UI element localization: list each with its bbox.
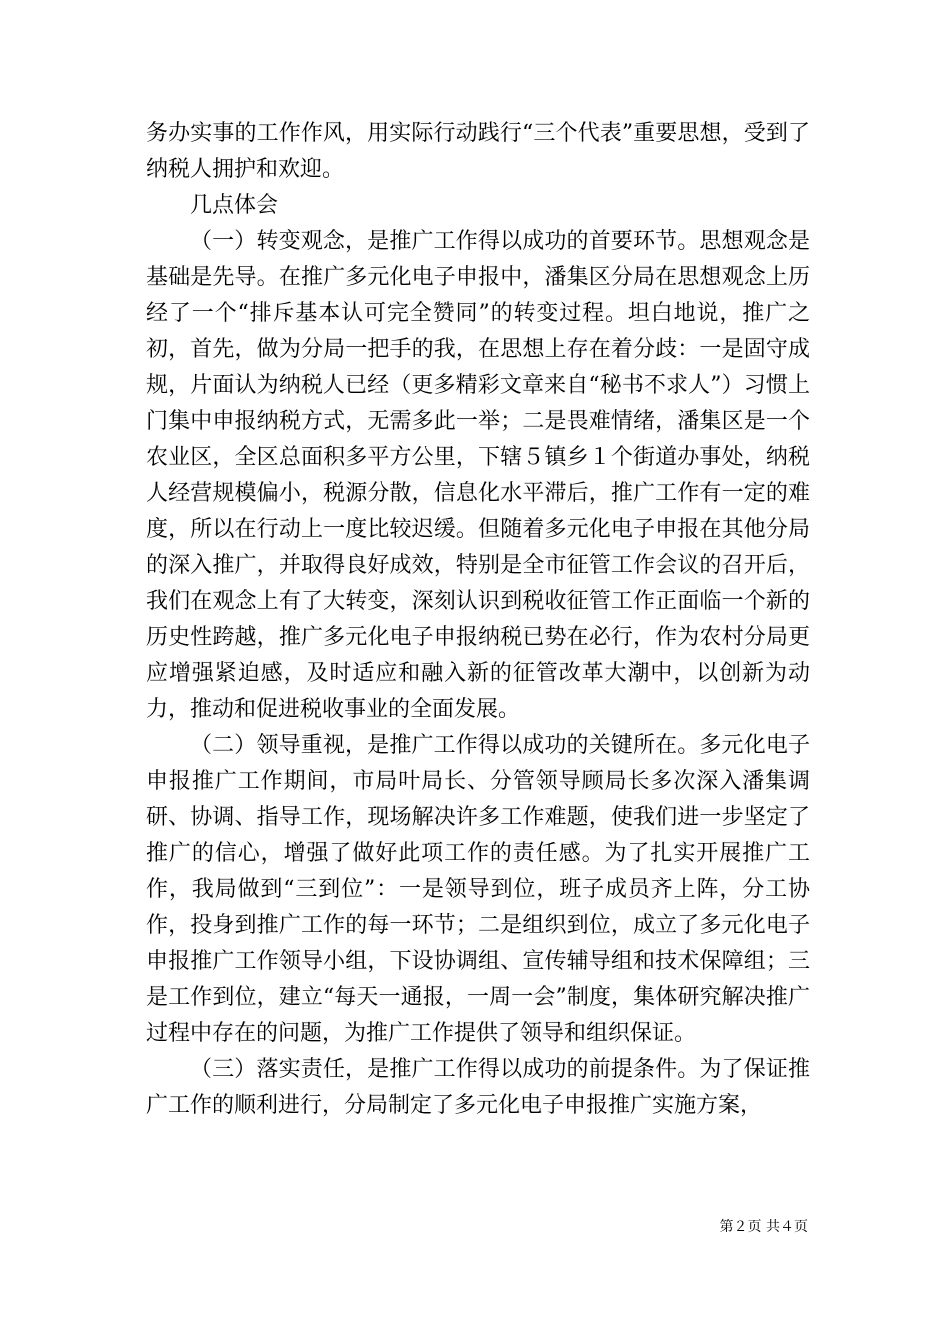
document-body [146,116,810,1124]
paragraph-point-3: （三）落实责任，是推广工作得以成功的前提条件。为了保证推广工作的顺利进行，分局制定了多元化电子申报推广实施方案， [146,1057,810,1118]
page-number-footer: 第２页 共４页 [719,1219,808,1235]
paragraph-point-2: （二）领导重视，是推广工作得以成功的关键所在。多元化电子申报推广工作期间，市局叶局长、分管领导顾局长多次深入潘集调研、协调、指导工作，现场解决许多工作难题，使我们进一步坚定了推广的信心，增强了做好此项工作的责任感。为了扎实开展推广工作，我局做到“三到位”：一是领导到位，班子成员齐上阵，分工协作，投身到推广工作的每一环节；二是组织到位，成立了多元化电子申报推广工作领导小组，下设协调组、宣传辅导组和技术保障组；三是工作到位，建立“每天一通报，一周一会”制度，集体研究解决推广过程中存在的问题，为推广工作提供了领导和组织保证。 [146,733,810,1046]
paragraph-continuation: 务办实事的工作作风，用实际行动践行“三个代表”重要思想，受到了纳税人拥护和欢迎。 [146,121,810,182]
paragraph-point-1: （一）转变观念，是推广工作得以成功的首要环节。思想观念是基础是先导。在推广多元化电子申报中，潘集区分局在思想观念上历经了一个“排斥基本认可完全赞同”的转变过程。坦白地说，推广之初，首先，做为分局一把手的我，在思想上存在着分歧：一是固守成规，片面认为纳税人已经（更多精彩文章来自“秘书不求人”）习惯上门集中申报纳税方式，无需多此一举；二是畏难情绪，潘集区是一个农业区，全区总面积多平方公里，下辖５镇乡１个街道办事处，纳税人经营规模偏小，税源分散，信息化水平滞后，推广工作有一定的难度，所以在行动上一度比较迟缓。但随着多元化电子申报在其他分局的深入推广，并取得良好成效，特别是全市征管工作会议的召开后，我们在观念上有了大转变，深刻认识到税收征管工作正面临一个新的历史性跨越，推广多元化电子申报纳税已势在必行，作为农村分局更应增强紧迫感，及时适应和融入新的征管改革大潮中，以创新为动力，推动和促进税收事业的全面发展。 [146,229,810,722]
section-heading: 几点体会 [190,193,279,218]
